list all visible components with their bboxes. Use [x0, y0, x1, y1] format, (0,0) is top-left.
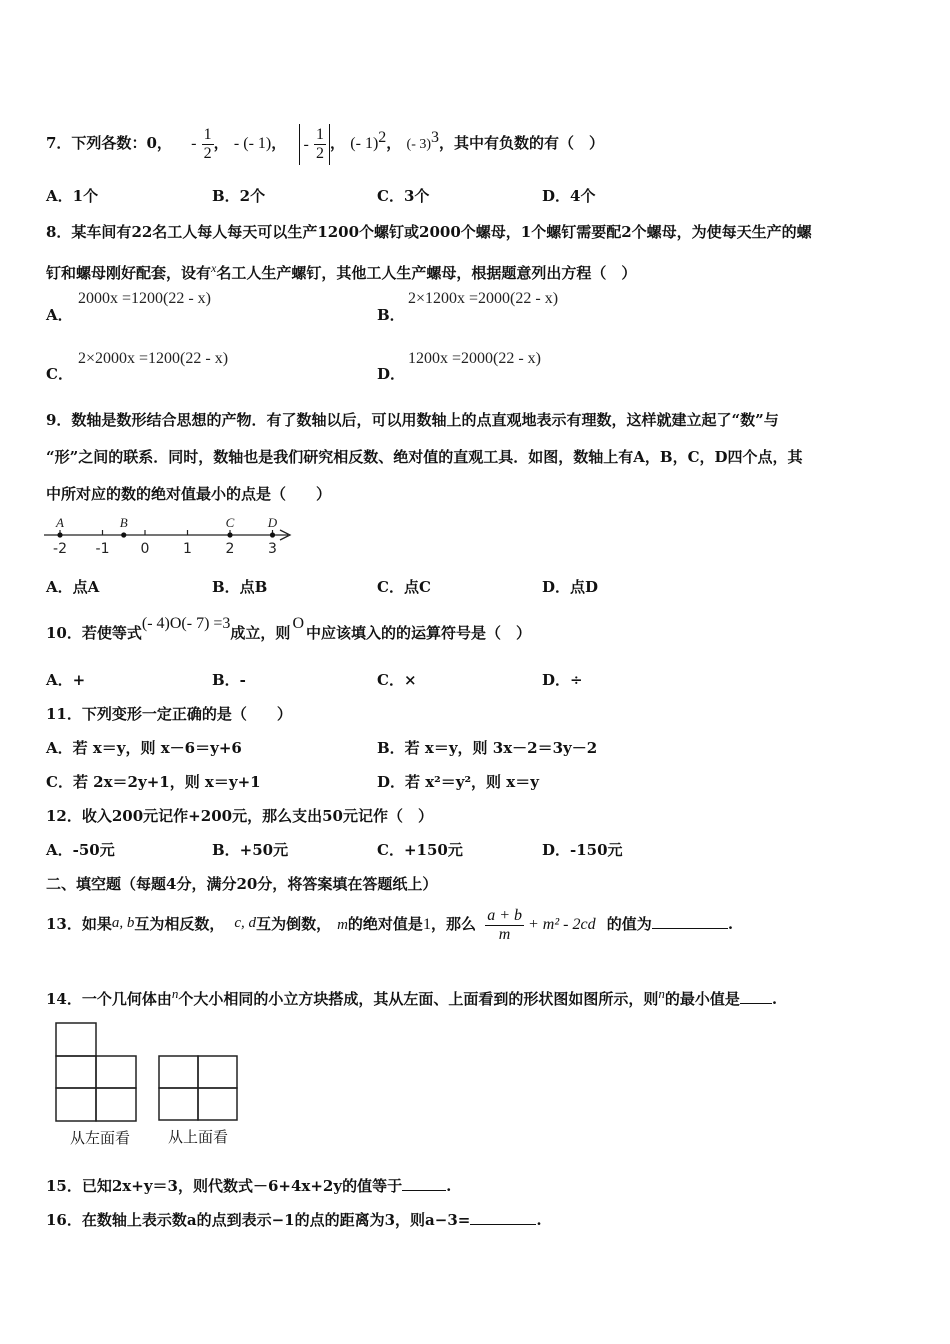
- q12-option-c: C．+150元: [377, 841, 463, 859]
- q14-answer-blank[interactable]: [740, 989, 772, 1004]
- q11-option-b: B．若 x＝y，则 3x－2＝3y－2: [377, 739, 598, 757]
- q9-stem-line1: 9．数轴是数形结合思想的产物．有了数轴以后，可以用数轴上的点直观地表示有理数，这样就建立起了“数”与: [46, 411, 779, 429]
- q12-option-d: D．-150元: [542, 841, 623, 859]
- q10-stem: 10．若使等式(- 4)O(- 7) =3成立，则O中应该填入的的运算符号是（ ）: [46, 615, 532, 642]
- q8-option-a-equation: 2000x =1200(22 - x): [78, 290, 212, 307]
- number-line-point-label: C: [225, 515, 235, 530]
- q8-option-a-label: A．: [46, 306, 73, 324]
- q11-stem: 11．下列变形一定正确的是（ ）: [46, 705, 292, 723]
- q11-option-a: A．若 x＝y，则 x－6＝y+6: [46, 739, 242, 757]
- q8-stem-line1: 8．某车间有22名工人每人每天可以生产1200个螺钉或2000个螺母，1个螺钉需要配2个螺母，为使每天生产的螺: [46, 223, 812, 241]
- q7-fraction: $\frac{1}{2}$: [203, 125, 212, 162]
- number-line-tick-label: 3: [268, 541, 277, 557]
- q9-stem-line2: “形”之间的联系．同时，数轴也是我们研究相反数、绝对值的直观工具．如图，数轴上有A，B，C，D四个点，其: [46, 448, 803, 466]
- number-line-point-d: [270, 532, 275, 537]
- q16-stem: 16．在数轴上表示数a的点到表示−1的点的距离为3，则a−3= .: [46, 1211, 542, 1229]
- number-line-point-label: D: [267, 515, 278, 530]
- q7-option-a: A．1个: [46, 187, 99, 205]
- section-heading: 二、填空题（每题4分，满分20分，将答案填在答题纸上）: [46, 875, 438, 893]
- q15-stem: 15．已知2x+y＝3，则代数式－6+4x+2y的值等于 .: [46, 1177, 452, 1195]
- q12-option-a: A．-50元: [46, 841, 115, 859]
- q8-option-c-equation: 2×2000x =1200(22 - x): [78, 350, 229, 367]
- q10-option-d: D．÷: [542, 671, 583, 689]
- number-line-point-b: [121, 532, 126, 537]
- q13-stem: 13．如果a, b互为相反数， c, d互为倒数， m的绝对值是1，那么 $\frac{a + b}{m}$ + m² - 2cd 的值为 .: [46, 906, 734, 943]
- q9-option-d: D．点D: [542, 578, 599, 596]
- number-line-point-label: B: [119, 515, 128, 530]
- q9-option-b: B．点B: [212, 578, 268, 596]
- q15-answer-blank[interactable]: [402, 1176, 446, 1191]
- q8-option-d-label: D．: [377, 365, 406, 383]
- q14-view-top: [157, 1054, 241, 1124]
- q16-answer-blank[interactable]: [470, 1210, 536, 1225]
- q8-stem-line2: 钉和螺母刚好配套，设有$^x$名工人生产螺钉，其他工人生产螺母，根据题意列出方程（ ）: [46, 261, 637, 282]
- q14-stem: 14．一个几何体由$^n$个大小相同的小立方块搭成，其从左面、上面看到的形状图如图所示，则$^n$的最小值是 .: [46, 986, 778, 1008]
- q14-view-left: [54, 1022, 140, 1126]
- number-line-point-a: [57, 532, 62, 537]
- number-line-tick-label: -1: [95, 541, 110, 557]
- number-line-point-c: [227, 532, 232, 537]
- q12-stem: 12．收入200元记作+200元，那么支出50元记作（ ）: [46, 807, 433, 825]
- q8-option-b-label: B．: [377, 306, 405, 324]
- number-line-tick-label: 0: [140, 541, 150, 557]
- q7-option-b: B．2个: [212, 187, 266, 205]
- q8-option-c-label: C．: [46, 365, 73, 383]
- q11-option-c: C．若 2x＝2y+1，则 x＝y+1: [46, 773, 261, 791]
- q8-option-d-equation: 1200x =2000(22 - x): [408, 350, 542, 367]
- q10-option-a: A．+: [46, 671, 86, 689]
- q10-option-c: C．×: [377, 671, 417, 689]
- number-line-point-label: A: [56, 515, 64, 530]
- q7-absolute-value: - $\frac{1}{2}$: [299, 124, 330, 165]
- number-line-tick-label: -2: [53, 541, 67, 557]
- number-line-tick-label: 2: [225, 541, 235, 557]
- q14-caption-top: 从上面看: [168, 1128, 229, 1146]
- q13-fraction: $\frac{a + b}{m}$: [487, 906, 522, 943]
- q9-option-a: A．点A: [46, 578, 100, 596]
- q11-option-d: D．若 x²＝y²，则 x＝y: [377, 773, 539, 791]
- q10-option-b: B．-: [212, 671, 246, 689]
- q9-number-line: [40, 512, 300, 560]
- q8-option-b-equation: 2×1200x =2000(22 - x): [408, 290, 559, 307]
- q7-option-c: C．3个: [377, 187, 430, 205]
- q7-option-d: D．4个: [542, 187, 596, 205]
- q13-answer-blank[interactable]: [652, 914, 728, 929]
- q9-option-c: C．点C: [377, 578, 431, 596]
- q9-stem-line3: 中所对应的数的绝对值最小的点是（ ）: [46, 485, 332, 503]
- q7-stem: 7．下列各数：0， - $\frac{1}{2}$ ， - (- 1)， - $\frac{1}{2}$ ， (- 1)$^2$， (- 3)$^3$，其中有负数的有（ ）: [46, 118, 604, 158]
- number-line-tick-label: 1: [183, 541, 192, 557]
- q14-caption-left: 从左面看: [70, 1129, 131, 1147]
- q12-option-b: B．+50元: [212, 841, 289, 859]
